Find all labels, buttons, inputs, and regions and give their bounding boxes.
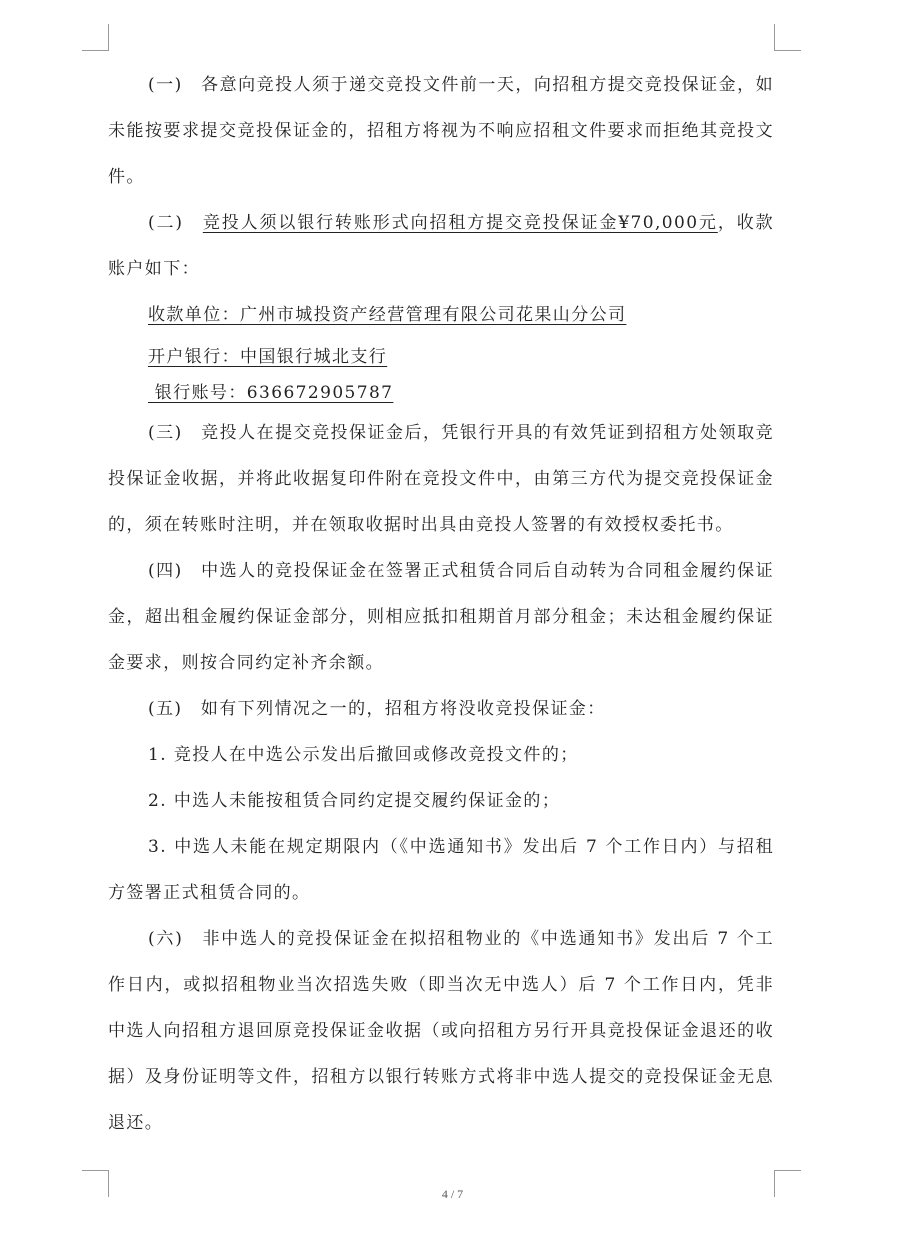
account-number-line [108,376,774,410]
page-corner-mark-top-left [82,24,109,51]
page-corner-mark-top-right [774,24,801,51]
paragraph-clause-2 [108,200,774,292]
paragraph-clause-5: (五) 如有下列情况之一的，招租方将没收竞投保证金： [148,699,606,719]
account-bank: 开户银行：中国银行城北支行 [148,347,388,367]
clause-2-suffix: ，收款账户如下： [108,213,774,279]
paragraph-clause-1: (一) 各意向竞投人须于递交竞投文件前一天，向招租方提交竞投保证金，如未能按要求提交竞投保证金的，招租方将视为不响应招租文件要求而拒绝其竞投文件。 [108,75,774,187]
list-item-2: 2. 中选人未能按租赁合同约定提交履约保证金的； [148,791,561,811]
paragraph-clause-3: (三) 竞投人在提交竞投保证金后，凭银行开具的有效凭证到招租方处领取竞投保证金收据，并将此收据复印件附在竞投文件中，由第三方代为提交竞投保证金的，须在转账时注明，并在领取收据时出具由竞投人签署的有效授权委托书。 [108,423,774,535]
account-payee: 收款单位：广州市城投资产经营管理有限公司花果山分公司 [148,305,627,325]
clause-2-number: (二) [148,213,203,233]
document-body [108,62,774,1146]
account-number: 银行账号：636672905787 [148,383,394,403]
list-item-3: 3. 中选人未能在规定期限内（《中选通知书》发出后 7 个工作日内）与招租方签署正式租赁合同的。 [108,837,774,903]
account-payee-line [108,292,774,338]
paragraph-clause-6: (六) 非中选人的竞投保证金在拟招租物业的《中选通知书》发出后 7 个工作日内，或拟招租物业当次招选失败（即当次无中选人）后 7 个工作日内，凭非中选人向招租方退回原竞投保证金收据（或向招租方另行开具竞投保证金退还的收据）及身份证明等文件，招租方以银行转账方式将非中选人提交的竞投保证金无息退还。 [108,929,774,1133]
paragraph-clause-4: (四) 中选人的竞投保证金在签署正式租赁合同后自动转为合同租金履约保证金，超出租金履约保证金部分，则相应抵扣租期首月部分租金；未达租金履约保证金要求，则按合同约定补齐余额。 [108,561,774,673]
deposit-amount-text: 竞投人须以银行转账形式向招租方提交竞投保证金¥70,000元 [202,213,718,233]
list-item-1: 1. 竞投人在中选公示发出后撤回或修改竞投文件的； [148,745,579,765]
account-bank-line [108,338,774,376]
page-number: 4 / 7 [441,1187,464,1201]
